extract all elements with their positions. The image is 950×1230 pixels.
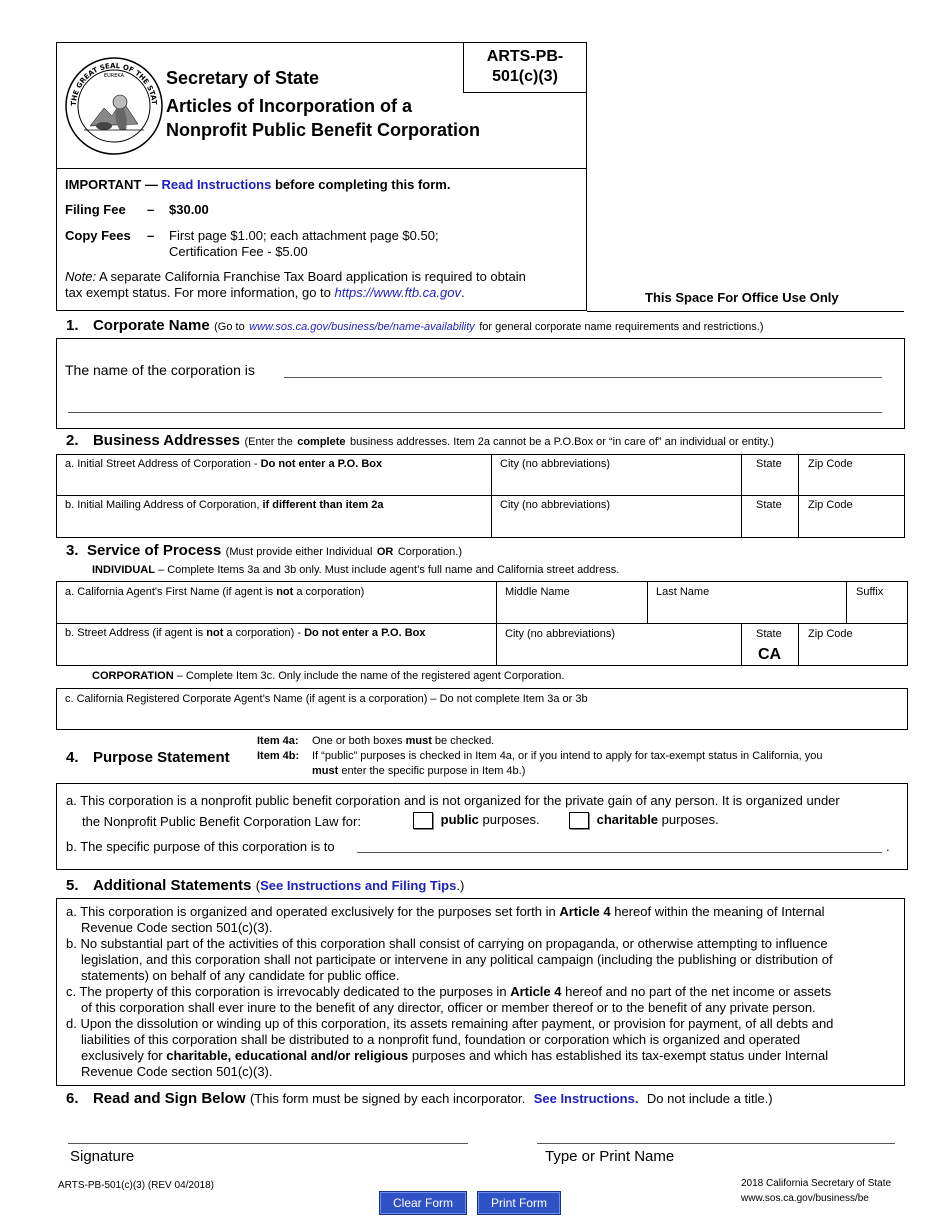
copyright: 2018 California Secretary of State bbox=[741, 1178, 892, 1189]
corporate-name-input-line2[interactable] bbox=[68, 412, 882, 413]
statement-b-cont1: legislation, and this corporation shall not participate or intervene in any political campaign (including the publishing or distribution of bbox=[81, 952, 833, 967]
agent-street-address-field[interactable]: b. Street Address (if agent is not a corporation) - Do not enter a P.O. Box bbox=[65, 627, 426, 639]
statement-d: d. Upon the dissolution or winding up of this corporation, its assets remaining after payment, or provision for payment, of all debts and bbox=[66, 1016, 834, 1031]
print-form-button[interactable]: Print Form bbox=[478, 1192, 560, 1214]
charitable-purposes-option[interactable]: charitable purposes. bbox=[569, 812, 719, 829]
svg-text:THE GREAT SEAL OF THE STATE OF: THE GREAT SEAL OF THE STAT bbox=[69, 61, 159, 107]
signature-label: Signature bbox=[70, 1148, 135, 1165]
statement-d-cont2: exclusively for charitable, educational and/or religious purposes and which has established its tax-exempt status under Internal bbox=[81, 1048, 829, 1063]
corporate-name-box bbox=[56, 338, 905, 429]
row-divider bbox=[56, 495, 905, 496]
print-name-input[interactable] bbox=[537, 1143, 895, 1144]
statement-c: c. The property of this corporation is irrevocably dedicated to the purposes in Article 4 hereof and no part of the net income or assets bbox=[66, 984, 832, 999]
statement-b-cont2: statements) on behalf of any candidate for public office. bbox=[81, 968, 400, 983]
print-name-label: Type or Print Name bbox=[545, 1148, 675, 1165]
agent-city-field[interactable]: City (no abbreviations) bbox=[505, 628, 616, 640]
charitable-checkbox[interactable] bbox=[569, 812, 589, 829]
public-purposes-option[interactable]: public purposes. bbox=[413, 812, 540, 829]
copy-fees-line1: First page $1.00; each attachment page $0.50; bbox=[169, 228, 439, 243]
street-address-field[interactable]: a. Initial Street Address of Corporation - Do not enter a P.O. Box bbox=[65, 458, 383, 470]
statement-b: b. No substantial part of the activities of this corporation shall consist of carrying on propaganda, or otherwise attempting to influence bbox=[66, 936, 828, 951]
purpose-4a-line1: a. This corporation is a nonprofit public benefit corporation and is not organized for the private gain of any person. It is organized under bbox=[66, 793, 840, 808]
form-revision: ARTS-PB-501(c)(3) (REV 04/2018) bbox=[58, 1180, 214, 1191]
public-checkbox[interactable] bbox=[413, 812, 433, 829]
corporation-instructions: CORPORATION – Complete Item 3c. Only include the name of the registered agent Corporation. bbox=[92, 670, 565, 682]
section1-heading: 1. Corporate Name (Go to www.sos.ca.gov/business/be/name-availability for general corporate name requirements and restrictions.) bbox=[66, 317, 764, 334]
street-state-field[interactable]: State bbox=[756, 458, 782, 470]
read-instructions-link[interactable]: Read Instructions bbox=[161, 177, 272, 192]
form-id: ARTS-PB-501(c)(3) bbox=[486, 48, 564, 85]
note-line2: tax exempt status. For more information, go to https://www.ftb.ca.gov. bbox=[65, 285, 465, 300]
section5-heading: 5. Additional Statements (See Instructions and Filing Tips.) bbox=[66, 877, 465, 894]
col-divider bbox=[496, 581, 497, 666]
mailing-city-field[interactable]: City (no abbreviations) bbox=[500, 499, 611, 511]
statement-a-cont: Revenue Code section 501(c)(3). bbox=[81, 920, 273, 935]
form-title-line1: Articles of Incorporation of a bbox=[166, 96, 413, 116]
signature-input[interactable] bbox=[68, 1143, 468, 1144]
corporate-name-input-line1[interactable] bbox=[284, 377, 882, 378]
col-divider bbox=[798, 454, 799, 538]
section2-heading: 2. Business Addresses (Enter the complete business addresses. Item 2a cannot be a P.O.Box or “in care of” an individual or entity.) bbox=[66, 432, 774, 449]
col-divider bbox=[846, 581, 847, 623]
footer-url: www.sos.ca.gov/business/be bbox=[741, 1193, 869, 1204]
important-notice: IMPORTANT — Read Instructions before completing this form. bbox=[65, 177, 451, 192]
item-4b-note: Item 4b: If “public” purposes is checked in Item 4a, or if you intend to apply for tax-exempt status in California, you bbox=[257, 750, 823, 762]
mailing-zip-field[interactable]: Zip Code bbox=[808, 499, 853, 511]
agent-last-name-field[interactable]: Last Name bbox=[656, 586, 710, 598]
statement-d-cont1: liabilities of this corporation shall be distributed to a nonprofit fund, foundation or corporation which is organized and operated bbox=[81, 1032, 801, 1047]
col-divider bbox=[798, 623, 799, 666]
agent-zip-field[interactable]: Zip Code bbox=[808, 628, 853, 640]
section6-heading: 6. Read and Sign Below (This form must be signed by each incorporator. See Instructions. Do not include a title.) bbox=[66, 1090, 773, 1107]
name-availability-link[interactable]: www.sos.ca.gov/business/be/name-availability bbox=[249, 321, 475, 333]
statement-c-cont: of this corporation shall ever inure to the benefit of any director, officer or member thereof or to the benefit of any private person. bbox=[81, 1000, 816, 1015]
agent-state-value: CA bbox=[758, 646, 782, 663]
street-zip-field[interactable]: Zip Code bbox=[808, 458, 853, 470]
mailing-state-field[interactable]: State bbox=[756, 499, 782, 511]
header-divider bbox=[56, 168, 587, 169]
item-4a-note: Item 4a: One or both boxes must be checked. bbox=[257, 735, 495, 747]
clear-form-button[interactable]: Clear Form bbox=[380, 1192, 466, 1214]
ftb-link[interactable]: https://www.ftb.ca.gov bbox=[334, 285, 461, 300]
agent-first-name-field[interactable]: a. California Agent's First Name (if agent is not a corporation) bbox=[65, 586, 365, 598]
svg-text:EUREKA: EUREKA bbox=[103, 73, 125, 79]
individual-instructions: INDIVIDUAL – Complete Items 3a and 3b only. Must include agent’s full name and California street address. bbox=[92, 564, 620, 576]
additional-statements bbox=[66, 904, 902, 1080]
purpose-4a-line2: the Nonprofit Public Benefit Corporation Law for: bbox=[82, 814, 361, 829]
header-bottom-rule bbox=[587, 311, 904, 312]
agent-state-label: State bbox=[756, 628, 782, 640]
statement-a: a. This corporation is organized and operated exclusively for the purposes set forth in Article 4 hereof within the meaning of Internal bbox=[66, 904, 825, 919]
office-use-label: This Space For Office Use Only bbox=[645, 290, 839, 305]
section4-heading: 4. Purpose Statement bbox=[66, 749, 230, 766]
street-city-field[interactable]: City (no abbreviations) bbox=[500, 458, 611, 470]
col-divider bbox=[741, 454, 742, 538]
row-divider bbox=[56, 623, 908, 624]
california-seal-icon bbox=[64, 56, 164, 156]
sign-instructions-link[interactable]: See Instructions. bbox=[533, 1091, 639, 1106]
filing-tips-link[interactable]: See Instructions and Filing Tips bbox=[260, 878, 457, 893]
col-divider bbox=[647, 581, 648, 623]
specific-purpose-end: . bbox=[886, 839, 890, 854]
agency-name: Secretary of State bbox=[166, 68, 320, 88]
col-divider bbox=[741, 623, 742, 666]
specific-purpose-input[interactable] bbox=[357, 852, 882, 853]
copy-fees-label: Copy Fees – bbox=[65, 228, 155, 243]
corporate-agent-label: c. California Registered Corporate Agent’s Name (if agent is a corporation) – Do not complete Item 3a or 3b bbox=[65, 693, 588, 705]
agent-middle-name-field[interactable]: Middle Name bbox=[505, 586, 570, 598]
agent-suffix-field[interactable]: Suffix bbox=[856, 586, 884, 598]
col-divider bbox=[491, 454, 492, 538]
item-4b-note-cont: must enter the specific purpose in Item 4b.) bbox=[312, 765, 526, 777]
statement-d-cont3: Revenue Code section 501(c)(3). bbox=[81, 1064, 273, 1079]
section3-heading: 3. Service of Process (Must provide either Individual OR Corporation.) bbox=[66, 542, 463, 559]
filing-fee: Filing Fee – $30.00 bbox=[65, 202, 209, 217]
note-line1: Note: A separate California Franchise Tax Board application is required to obtain bbox=[65, 269, 526, 284]
form-title-line2: Nonprofit Public Benefit Corporation bbox=[166, 120, 480, 140]
copy-fees-line2: Certification Fee - $5.00 bbox=[169, 244, 308, 259]
corporate-name-label: The name of the corporation is bbox=[65, 362, 255, 378]
mailing-address-field[interactable]: b. Initial Mailing Address of Corporation, if different than item 2a bbox=[65, 499, 384, 511]
specific-purpose-label: b. The specific purpose of this corporation is to bbox=[66, 839, 335, 854]
